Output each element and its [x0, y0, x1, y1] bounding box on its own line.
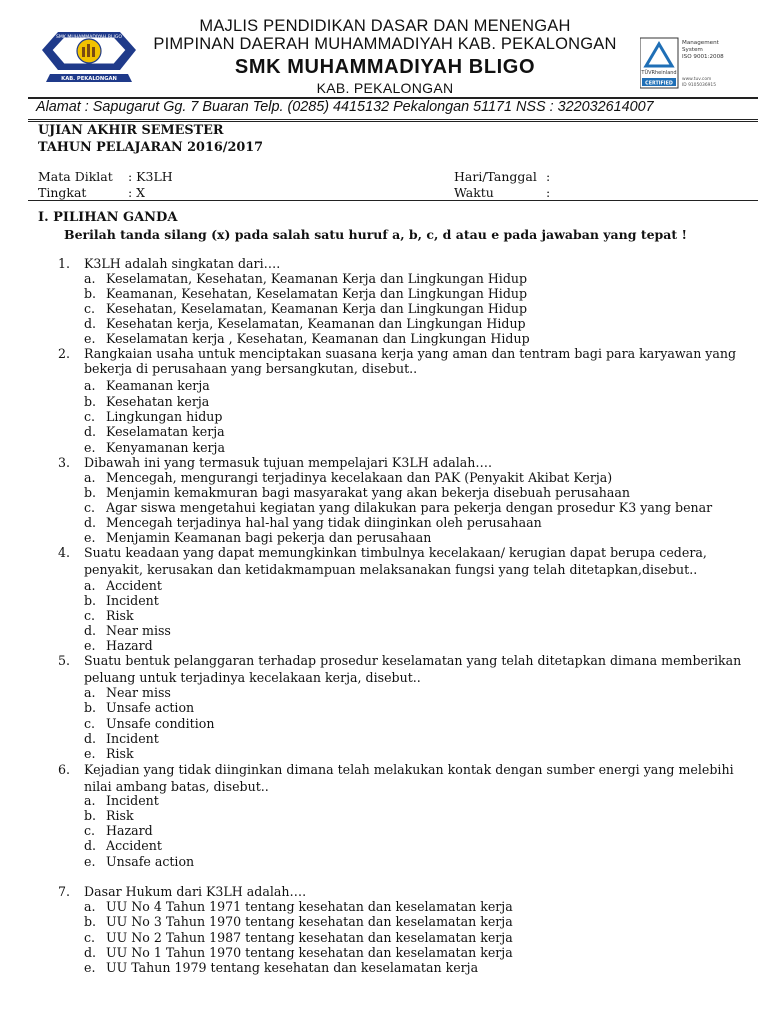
logo-banner-text: KAB. PEKALONGAN: [61, 76, 117, 82]
option-text: Menjamin kemakmuran bagi masyarakat yang akan bekerja disebuah perusahaan: [106, 485, 630, 500]
option-text: Lingkungan hidup: [106, 409, 223, 424]
option-letter: c.: [84, 930, 96, 945]
option-text: UU No 4 Tahun 1971 tentang kesehatan dan keselamatan kerja: [106, 899, 513, 914]
option-text: Incident: [106, 593, 159, 608]
question-text-continued: bekerja di perusahaan yang bersangkutan, disebut..: [84, 361, 418, 376]
option-letter: a.: [84, 899, 96, 914]
section-instruction: Berilah tanda silang (x) pada salah satu huruf a, b, c, d atau e pada jawaban yang tepat !: [64, 227, 688, 242]
option-letter: e.: [84, 440, 96, 455]
option-text: Keselamatan, Kesehatan, Keamanan Kerja dan Lingkungan Hidup: [106, 271, 528, 286]
letterhead-divider-bottom: [28, 119, 758, 122]
grade-label: Tingkat: [38, 185, 87, 200]
question-number: 3.: [58, 455, 71, 470]
option-text: Accident: [106, 578, 162, 593]
time-label: Waktu: [454, 185, 494, 200]
question-text: Dasar Hukum dari K3LH adalah….: [84, 884, 307, 899]
option-text: UU No 1 Tahun 1970 tentang kesehatan dan keselamatan kerja: [106, 945, 513, 960]
exam-title: UJIAN AKHIR SEMESTER: [38, 123, 224, 138]
option-text: UU No 3 Tahun 1970 tentang kesehatan dan keselamatan kerja: [106, 914, 513, 929]
option-text: Hazard: [106, 638, 153, 653]
option-text: Risk: [106, 746, 134, 761]
option-letter: b.: [84, 808, 97, 823]
option-letter: c.: [84, 301, 96, 316]
cert-line-3: ISO 9001:2008: [682, 54, 724, 60]
option-text: Near miss: [106, 685, 171, 700]
option-letter: b.: [84, 593, 97, 608]
option-letter: a.: [84, 470, 96, 485]
option-text: Kesehatan kerja, Keselamatan, Keamanan dan Lingkungan Hidup: [106, 316, 526, 331]
option-letter: c.: [84, 500, 96, 515]
question-text-continued: penyakit, kerusakan dan ketidakmampuan melaksanakan fungsi yang telah ditetapkan,disebut..: [84, 562, 698, 577]
option-letter: a.: [84, 378, 96, 393]
grade-value: : X: [128, 185, 146, 200]
option-text: Near miss: [106, 623, 171, 638]
school-district: KAB. PEKALONGAN: [316, 80, 454, 96]
option-letter: a.: [84, 271, 96, 286]
question-text-continued: nilai ambang batas, disebut..: [84, 779, 269, 794]
date-value: :: [546, 169, 551, 184]
option-text: Keselamatan kerja , Kesehatan, Keamanan dan Lingkungan Hidup: [106, 331, 530, 346]
meta-divider: [28, 200, 758, 201]
cert-brand: TÜVRheinland: [641, 70, 677, 76]
option-letter: d.: [84, 515, 97, 530]
option-letter: a.: [84, 578, 96, 593]
option-letter: c.: [84, 409, 96, 424]
option-letter: c.: [84, 716, 96, 731]
option-letter: e.: [84, 331, 96, 346]
option-letter: e.: [84, 530, 96, 545]
time-value: :: [546, 185, 551, 200]
option-letter: b.: [84, 700, 97, 715]
option-letter: d.: [84, 424, 97, 439]
option-text: Incident: [106, 731, 159, 746]
option-text: Kesehatan kerja: [106, 394, 210, 409]
option-text: Agar siswa mengetahui kegiatan yang dilakukan para pekerja dengan prosedur K3 yang benar: [106, 500, 713, 515]
logo-ring-text: SMK MUHAMMADIYAH BLIGO: [56, 35, 122, 40]
question-text: Kejadian yang tidak diinginkan dimana telah melakukan kontak dengan sumber energi yang melebihi: [84, 762, 734, 777]
question-text: Dibawah ini yang termasuk tujuan mempelajari K3LH adalah….: [84, 455, 493, 470]
school-name: SMK MUHAMMADIYAH BLIGO: [234, 56, 536, 78]
question-number: 1.: [58, 256, 71, 271]
option-letter: b.: [84, 485, 97, 500]
option-text: UU Tahun 1979 tentang kesehatan dan keselamatan kerja: [106, 960, 479, 975]
option-letter: e.: [84, 746, 96, 761]
option-letter: e.: [84, 854, 96, 869]
question-number: 7.: [58, 884, 71, 899]
option-letter: c.: [84, 823, 96, 838]
option-letter: c.: [84, 608, 96, 623]
option-text: Unsafe action: [106, 854, 195, 869]
option-letter: e.: [84, 960, 96, 975]
option-text: Hazard: [106, 823, 153, 838]
option-text: Risk: [106, 808, 134, 823]
option-letter: a.: [84, 793, 96, 808]
option-text: Keselamatan kerja: [106, 424, 225, 439]
option-letter: d.: [84, 838, 97, 853]
option-letter: b.: [84, 394, 97, 409]
option-text: Kesehatan, Keselamatan, Keamanan Kerja dan Lingkungan Hidup: [106, 301, 528, 316]
cert-line-2: System: [682, 47, 703, 53]
option-letter: a.: [84, 685, 96, 700]
question-text: K3LH adalah singkatan dari….: [84, 256, 281, 271]
option-letter: e.: [84, 638, 96, 653]
option-text: Unsafe condition: [106, 716, 215, 731]
exam-year: TAHUN PELAJARAN 2016/2017: [38, 140, 264, 155]
cert-small-1: www.tuv.com: [682, 77, 712, 82]
subject-label: Mata Diklat: [38, 169, 113, 184]
option-text: Keamanan kerja: [106, 378, 210, 393]
option-text: Accident: [106, 838, 162, 853]
date-label: Hari/Tanggal: [454, 169, 537, 184]
option-text: Keamanan, Kesehatan, Keselamatan Kerja dan Lingkungan Hidup: [106, 286, 528, 301]
question-number: 2.: [58, 346, 71, 361]
option-text: Kenyamanan kerja: [106, 440, 225, 455]
option-text: Incident: [106, 793, 159, 808]
iso-certification-logo: [640, 36, 740, 94]
question-number: 4.: [58, 545, 71, 560]
cert-small-2: ID 9105036915: [682, 83, 717, 88]
cert-certified-text: CERTIFIED: [645, 81, 673, 87]
option-letter: d.: [84, 731, 97, 746]
option-text: Menjamin Keamanan bagi pekerja dan perusahaan: [106, 530, 432, 545]
option-text: Mencegah terjadinya hal-hal yang tidak diinginkan oleh perusahaan: [106, 515, 542, 530]
option-text: Unsafe action: [106, 700, 195, 715]
question-text: Suatu bentuk pelanggaran terhadap prosedur keselamatan yang telah ditetapkan dimana memberikan: [84, 653, 742, 668]
section-heading: I. PILIHAN GANDA: [38, 210, 178, 225]
subject-value: : K3LH: [128, 169, 173, 184]
question-number: 5.: [58, 653, 71, 668]
option-text: Risk: [106, 608, 134, 623]
question-text-continued: peluang untuk terjadinya kecelakaan kerja, disebut..: [84, 670, 421, 685]
option-letter: b.: [84, 914, 97, 929]
org-line-1: MAJLIS PENDIDIKAN DASAR DAN MENENGAH: [199, 17, 571, 35]
question-text: Suatu keadaan yang dapat memungkinkan timbulnya kecelakaan/ kerugian dapat berupa cedera,: [84, 545, 707, 560]
option-letter: b.: [84, 286, 97, 301]
question-text: Rangkaian usaha untuk menciptakan suasana kerja yang aman dan tentram bagi para karyawan yang: [84, 346, 737, 361]
option-letter: d.: [84, 945, 97, 960]
option-text: Mencegah, mengurangi terjadinya kecelakaan dan PAK (Penyakit Akibat Kerja): [106, 470, 613, 485]
cert-line-1: Management: [682, 40, 719, 46]
org-line-2: PIMPINAN DAERAH MUHAMMADIYAH KAB. PEKALONGAN: [153, 35, 617, 53]
school-address: Alamat : Sapugarut Gg. 7 Buaran Telp. (0285) 4415132 Pekalongan 51171 NSS : 322032614007: [36, 99, 654, 115]
option-letter: d.: [84, 316, 97, 331]
question-number: 6.: [58, 762, 71, 777]
option-letter: d.: [84, 623, 97, 638]
option-text: UU No 2 Tahun 1987 tentang kesehatan dan keselamatan kerja: [106, 930, 513, 945]
letterhead: [0, 0, 768, 120]
